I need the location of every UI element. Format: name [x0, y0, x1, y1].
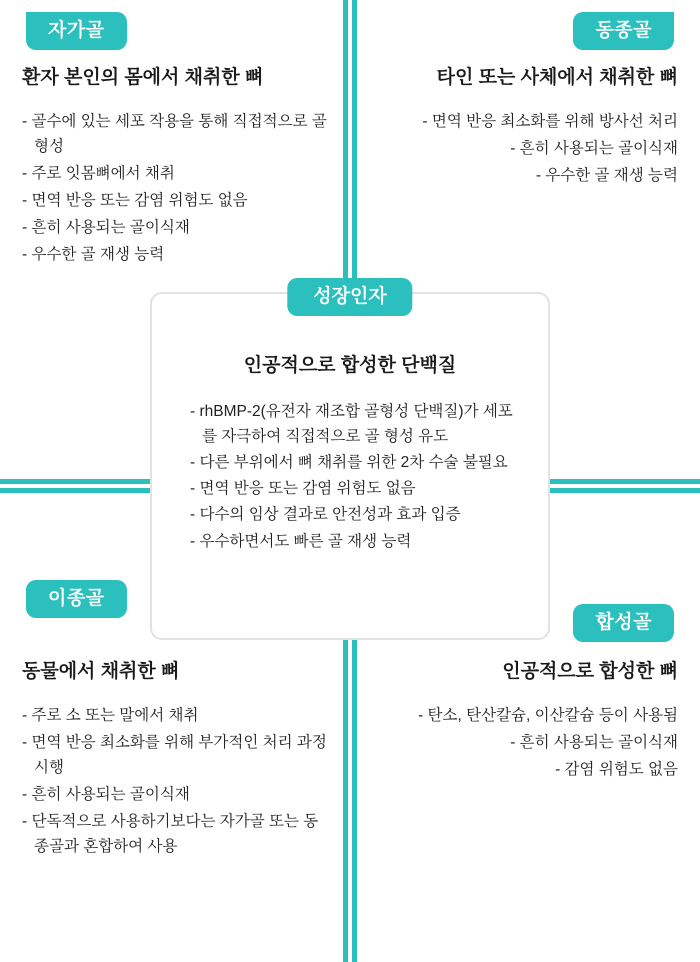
list-item: - 면역 반응 또는 감염 위험도 없음 [22, 192, 248, 210]
quadrant-allograft-body [368, 66, 678, 190]
quadrant-allograft-title: 타인 또는 사체에서 채취한 뼈 [436, 67, 678, 88]
quadrant-xenograft-title: 동물에서 채취한 뼈 [22, 661, 180, 682]
list-item: - 흔히 사용되는 골이식재 [510, 139, 678, 157]
list-item: - 면역 반응 최소화를 위해 부가적인 처리 과정 시행 [22, 733, 327, 776]
quadrant-autograft-tab: 자가골 [26, 12, 127, 50]
quadrant-autograft-list [22, 109, 332, 268]
list-item: - 면역 반응 또는 감염 위험도 없음 [190, 480, 416, 498]
list-item: - 우수한 골 재생 능력 [22, 246, 165, 264]
list-item: - 우수한 골 재생 능력 [535, 166, 678, 184]
center-card-growth-factor [150, 286, 550, 640]
list-item: - 다수의 임상 결과로 안전성과 효과 입증 [190, 506, 461, 524]
quadrant-xenograft-tab: 이종골 [26, 580, 127, 618]
list-item: - 흔히 사용되는 골이식재 [22, 786, 190, 804]
list-item: - 면역 반응 최소화를 위해 방사선 처리 [422, 112, 678, 130]
quadrant-autograft-body [22, 66, 332, 269]
quadrant-alloplast-list [368, 703, 678, 782]
list-item: - 탄소, 탄산칼슘, 이산칼슘 등이 사용됨 [418, 706, 678, 724]
list-item: - 골수에 있는 세포 작용을 통해 직접적으로 골 형성 [22, 112, 327, 155]
quadrant-alloplast-tab: 합성골 [573, 604, 674, 642]
list-item: - 감염 위험도 없음 [555, 760, 678, 778]
list-item: - rhBMP-2(유전자 재조합 골형성 단백질)가 세포를 자극하여 직접적으로 골 형성 유도 [190, 403, 513, 446]
quadrant-alloplast-body [368, 660, 678, 784]
quadrant-xenograft-body [22, 660, 332, 861]
quadrant-alloplast-title: 인공적으로 합성한 뼈 [502, 661, 678, 682]
list-item: - 우수하면서도 빠른 골 재생 능력 [190, 532, 412, 550]
list-item: - 주로 잇몸뼈에서 채취 [22, 164, 175, 182]
quadrant-autograft-title: 환자 본인의 몸에서 채취한 뼈 [22, 67, 264, 88]
center-card-tab: 성장인자 [287, 278, 412, 316]
center-card-title: 인공적으로 합성한 단백질 [243, 355, 457, 376]
list-item: - 흔히 사용되는 골이식재 [510, 733, 678, 751]
list-item: - 다른 부위에서 뼈 채취를 위한 2차 수술 불필요 [190, 454, 508, 472]
list-item: - 단독적으로 사용하기보다는 자가골 또는 동종골과 혼합하여 사용 [22, 813, 319, 856]
quadrant-allograft-tab: 동종골 [573, 12, 674, 50]
list-item: - 흔히 사용되는 골이식재 [22, 219, 190, 237]
list-item: - 주로 소 또는 말에서 채취 [22, 706, 199, 724]
center-card-list [152, 399, 548, 554]
quadrant-allograft-list [368, 109, 678, 188]
quadrant-xenograft-list [22, 703, 332, 860]
